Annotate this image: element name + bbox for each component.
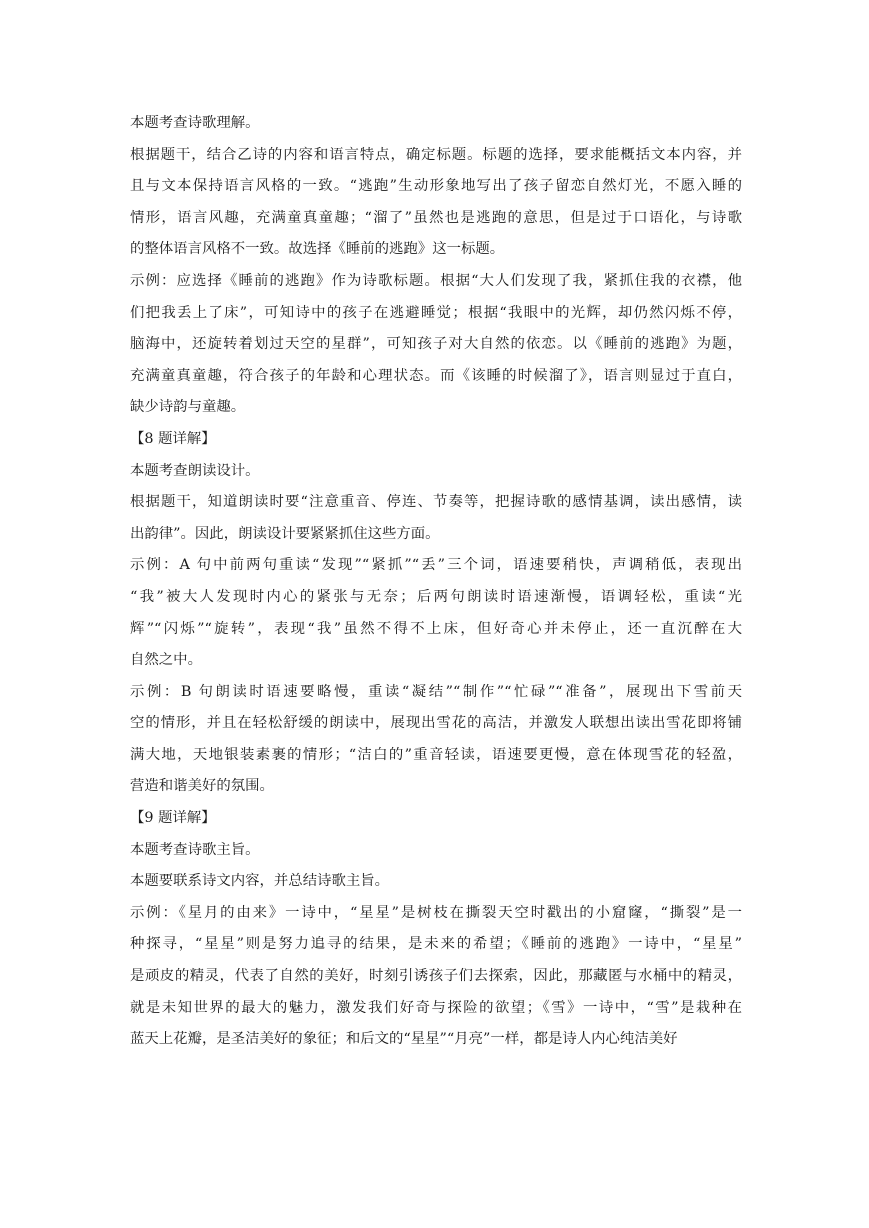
paragraph-line: 是顽皮的精灵，代表了自然的美好，时刻引诱孩子们去探索，因此，那藏匿与水桶中的精灵， (130, 968, 742, 985)
paragraph-line: 示例：《星月的由来》一诗中，“星星”是树枝在撕裂天空时戳出的小窟窿，“撕裂”是一 (130, 904, 742, 921)
document-page (130, 108, 742, 1056)
paragraph-line: 营造和谐美好的氛围。 (130, 778, 274, 795)
paragraph-line: 充满童真童趣，符合孩子的年龄和心理状态。而《该睡的时候溜了》，语言则显过于直白， (130, 367, 742, 384)
paragraph-line: 本题考查朗读设计。 (130, 462, 260, 479)
paragraph-line: 自然之中。 (130, 652, 202, 669)
paragraph-line: 们把我丢上了床”，可知诗中的孩子在逃避睡觉；根据“我眼中的光辉，却仍然闪烁不停， (130, 304, 742, 321)
paragraph-line: 脑海中，还旋转着划过天空的星群”，可知孩子对大自然的依恋。以《睡前的逃跑》为题， (130, 336, 742, 353)
paragraph-line: 示例：B 句朗读时语速要略慢，重读“凝结”“制作”“忙碌”“准备”，展现出下雪前天 (130, 683, 742, 700)
paragraph-line: 本题考查诗歌主旨。 (130, 841, 260, 858)
paragraph-line: 情形，语言风趣，充满童真童趣；“溜了”虽然也是逃跑的意思，但是过于口语化，与诗歌 (130, 209, 742, 226)
paragraph-line: 缺少诗韵与童趣。 (130, 399, 246, 416)
paragraph-line: 种探寻，“星星”则是努力追寻的结果，是未来的希望；《睡前的逃跑》一诗中，“星星” (130, 936, 742, 953)
section-heading: 【9 题详解】 (130, 810, 216, 827)
paragraph-line: 且与文本保持语言风格的一致。“逃跑”生动形象地写出了孩子留恋自然灯光，不愿入睡的 (130, 178, 742, 195)
paragraph-line: 示例：应选择《睡前的逃跑》作为诗歌标题。根据“大人们发现了我，紧抓住我的衣襟，他 (130, 272, 742, 289)
paragraph-line: 满大地，天地银装素裹的情形；“洁白的”重音轻读，语速要更慢，意在体现雪花的轻盈， (130, 746, 742, 763)
paragraph-line: 的整体语言风格不一致。故选择《睡前的逃跑》这一标题。 (130, 241, 505, 258)
paragraph-line: 蓝天上花瓣，是圣洁美好的象征；和后文的“星星”“月亮”一样，都是诗人内心纯洁美好 (130, 1031, 678, 1048)
paragraph-line: 根据题干，知道朗读时要“注意重音、停连、节奏等，把握诗歌的感情基调，读出感情，读 (130, 494, 742, 511)
paragraph-line: “我”被大人发现时内心的紧张与无奈；后两句朗读时语速渐慢，语调轻松，重读“光 (130, 588, 742, 605)
paragraph-line: 就是未知世界的最大的魅力，激发我们好奇与探险的欲望；《雪》一诗中，“雪”是栽种在 (130, 999, 742, 1016)
paragraph-line: 空的情形，并且在轻松舒缓的朗读中，展现出雪花的高洁，并激发人联想出读出雪花即将铺 (130, 715, 742, 732)
paragraph-line: 示例：A 句中前两句重读“发现”“紧抓”“丢”三个词，语速要稍快，声调稍低，表现出 (130, 557, 742, 574)
paragraph-line: 辉”“闪烁”“旋转”，表现“我”虽然不得不上床，但好奇心并未停止，还一直沉醉在大 (130, 620, 742, 637)
paragraph-line: 本题考查诗歌理解。 (130, 115, 260, 131)
paragraph-line: 出韵律”。因此，朗读设计要紧紧抓住这些方面。 (130, 525, 440, 542)
paragraph-line: 本题要联系诗文内容，并总结诗歌主旨。 (130, 873, 390, 890)
paragraph-line: 根据题干，结合乙诗的内容和语言特点，确定标题。标题的选择，要求能概括文本内容，并 (130, 146, 742, 163)
section-heading: 【8 题详解】 (130, 430, 216, 447)
